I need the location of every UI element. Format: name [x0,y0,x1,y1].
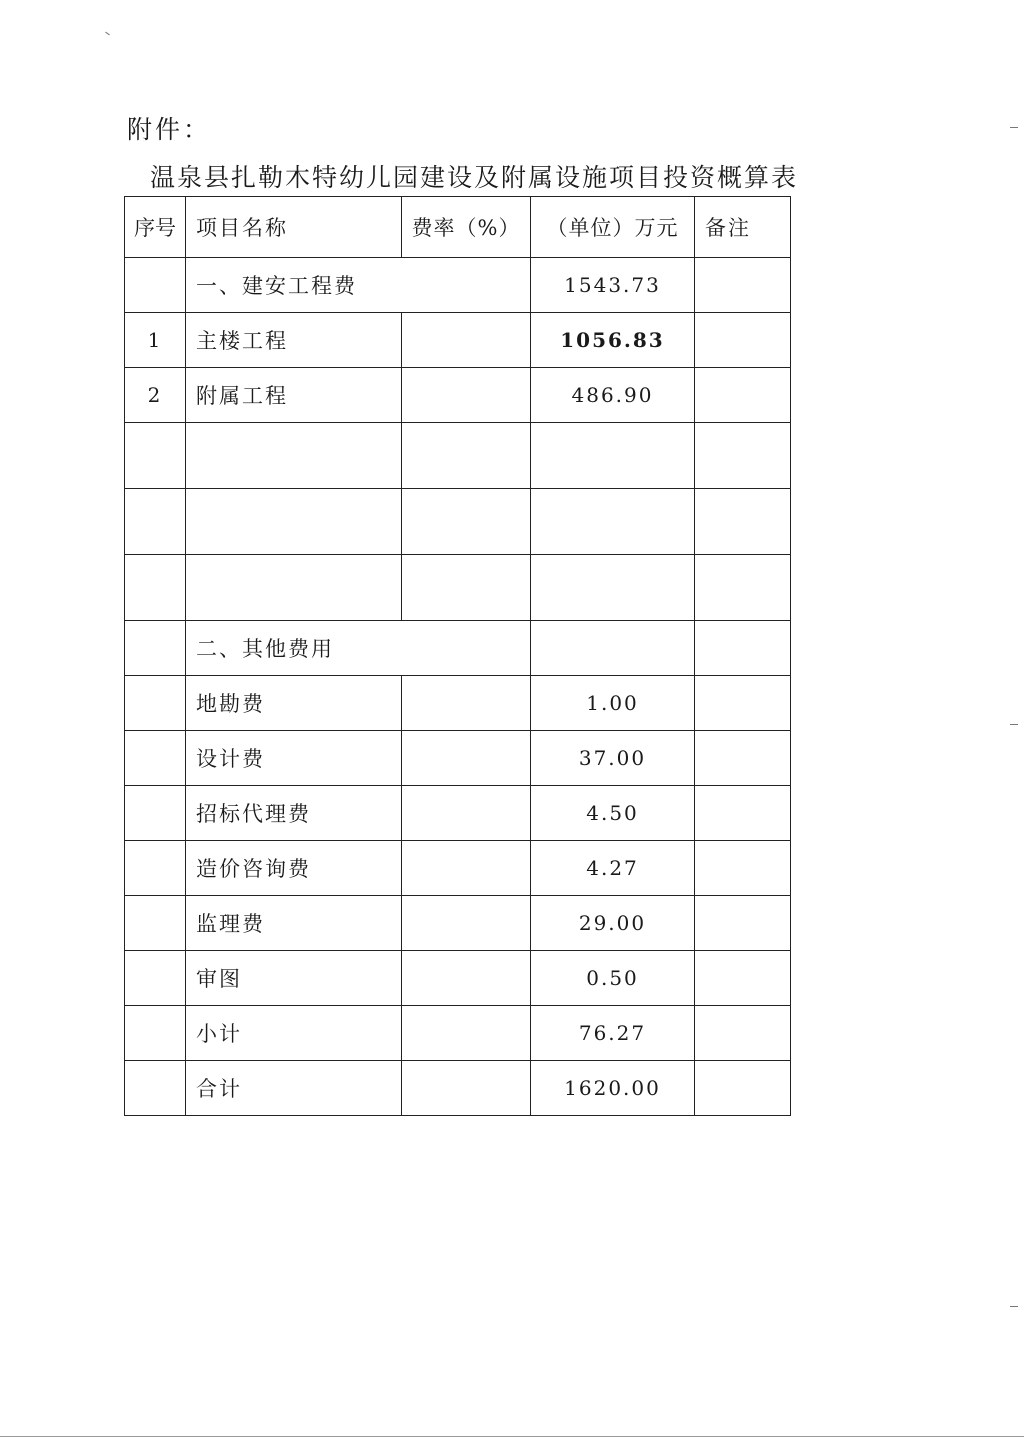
subtotal-row [125,1006,791,1061]
row-amount: 1.00 [531,676,695,731]
row-seq: 2 [125,368,186,423]
total-row [125,1061,791,1116]
header-amount: （单位）万元 [531,197,695,258]
section-label: 一、建安工程费 [186,258,531,313]
table-row [125,896,791,951]
row-name: 小计 [186,1006,402,1061]
section-amount: 1543.73 [531,258,695,313]
table-row [125,676,791,731]
row-rate [402,731,531,786]
section-label: 二、其他费用 [186,621,531,676]
scan-mark [105,32,110,36]
row-amount: 1620.00 [531,1061,695,1116]
row-amount: 4.50 [531,786,695,841]
row-amount: 486.90 [531,368,695,423]
table-row [125,951,791,1006]
row-seq: 1 [125,313,186,368]
row-rate [402,313,531,368]
row-name: 合计 [186,1061,402,1116]
row-seq [125,1006,186,1061]
row-rate [402,896,531,951]
table-row [125,786,791,841]
row-amount: 29.00 [531,896,695,951]
table-row [125,841,791,896]
row-seq [125,896,186,951]
section-amount [531,621,695,676]
empty-row [125,423,791,489]
row-amount: 4.27 [531,841,695,896]
row-rate [402,368,531,423]
row-seq [125,731,186,786]
attachment-label: 附件： [127,115,212,144]
scan-mark [1010,724,1018,725]
row-rate [402,951,531,1006]
table-row [125,368,791,423]
row-rate [402,676,531,731]
table-header-row [125,197,791,258]
row-seq [125,1061,186,1116]
table-row [125,731,791,786]
section-row [125,258,791,313]
row-amount: 0.50 [531,951,695,1006]
row-name: 主楼工程 [186,313,402,368]
row-amount: 37.00 [531,731,695,786]
row-name: 审图 [186,951,402,1006]
row-amount: 1056.83 [531,313,695,368]
row-rate [402,841,531,896]
row-seq [125,841,186,896]
empty-row [125,489,791,555]
scan-mark [1010,1306,1018,1307]
row-name: 监理费 [186,896,402,951]
row-rate [402,1006,531,1061]
row-amount: 76.27 [531,1006,695,1061]
row-name: 招标代理费 [186,786,402,841]
header-seq: 序号 [125,197,186,258]
investment-estimate-table [124,196,791,1116]
row-rate [402,786,531,841]
table-row [125,313,791,368]
document-title: 温泉县扎勒木特幼儿园建设及附属设施项目投资概算表 [150,163,799,192]
row-name: 设计费 [186,731,402,786]
row-name: 造价咨询费 [186,841,402,896]
page-edge [0,1436,1024,1437]
row-name: 附属工程 [186,368,402,423]
row-seq [125,676,186,731]
row-name: 地勘费 [186,676,402,731]
section-row [125,621,791,676]
empty-row [125,555,791,621]
row-seq [125,951,186,1006]
header-rate: 费率（%） [402,197,531,258]
scan-mark [1010,127,1018,128]
header-name: 项目名称 [186,197,402,258]
row-seq [125,786,186,841]
header-note: 备注 [695,197,791,258]
row-rate [402,1061,531,1116]
